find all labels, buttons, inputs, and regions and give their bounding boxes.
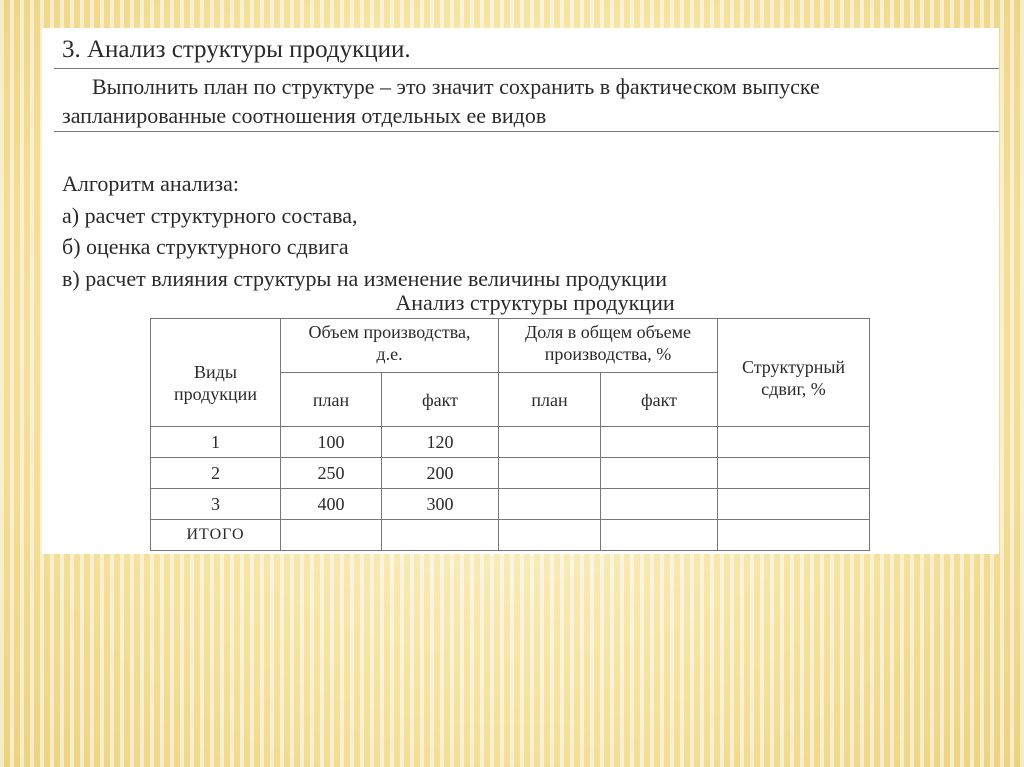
cell-share-plan — [499, 489, 601, 520]
cell-volume-fact: 120 — [382, 427, 499, 458]
cell-type-total: ИТОГО — [151, 520, 281, 551]
header-production-share — [499, 319, 718, 373]
header-production-volume-line-2: д.е. — [376, 344, 403, 364]
definition-line-2: запланированные соотношения отдельных ее видов — [62, 103, 547, 128]
table-header-row — [151, 319, 870, 373]
table-row — [151, 427, 870, 458]
cell-shift — [718, 489, 870, 520]
table-row — [151, 458, 870, 489]
cell-share-fact — [601, 427, 718, 458]
definition-box — [54, 68, 999, 132]
algorithm-item: в) расчет влияния структуры на изменение величины продукции — [62, 265, 667, 291]
subheader-share-plan: план — [499, 373, 601, 427]
cell-share-plan — [499, 458, 601, 489]
cell-type: 1 — [151, 427, 281, 458]
table-row — [151, 489, 870, 520]
subheader-volume-fact: факт — [382, 373, 499, 427]
section-heading: 3. Анализ структуры продукции. — [62, 36, 411, 63]
cell-volume-fact: 300 — [382, 489, 499, 520]
cell-volume-plan: 400 — [281, 489, 382, 520]
table-title: Анализ структуры продукции — [395, 290, 675, 315]
slide-content-panel — [42, 28, 999, 554]
structure-table — [150, 318, 870, 551]
header-product-types-line-1: Виды — [194, 361, 237, 382]
algorithm-item: б) оценка структурного сдвига — [62, 234, 349, 259]
cell-share-fact — [601, 520, 718, 551]
header-production-volume — [281, 319, 499, 373]
subheader-share-fact: факт — [601, 373, 718, 427]
cell-shift — [718, 520, 870, 551]
subheader-volume-plan: план — [281, 373, 382, 427]
header-product-types — [151, 319, 281, 427]
cell-shift — [718, 458, 870, 489]
header-structural-shift-line-2: сдвиг, % — [761, 378, 826, 399]
header-structural-shift-line-1: Структурный — [741, 356, 846, 377]
cell-type: 2 — [151, 458, 281, 489]
algorithm-title: Алгоритм анализа: — [62, 171, 239, 196]
header-production-volume-line-1: Объем производства, — [308, 322, 471, 342]
algorithm-list — [62, 168, 667, 294]
header-product-types-line-2: продукции — [174, 383, 257, 404]
cell-volume-plan: 100 — [281, 427, 382, 458]
header-production-share-line-1: Доля в общем объеме — [524, 322, 692, 342]
header-production-share-line-2: производства, % — [544, 344, 672, 364]
table-row-total — [151, 520, 870, 551]
cell-volume-fact: 200 — [382, 458, 499, 489]
cell-volume-plan: 250 — [281, 458, 382, 489]
cell-share-fact — [601, 489, 718, 520]
cell-volume-fact — [382, 520, 499, 551]
algorithm-item: а) расчет структурного состава, — [62, 202, 358, 228]
definition-line-1: Выполнить план по структуре – это значит сохранить в фактическом выпуске — [92, 74, 820, 99]
header-structural-shift — [718, 319, 870, 427]
cell-share-plan — [499, 427, 601, 458]
cell-share-plan — [499, 520, 601, 551]
cell-type: 3 — [151, 489, 281, 520]
cell-volume-plan — [281, 520, 382, 551]
cell-shift — [718, 427, 870, 458]
cell-share-fact — [601, 458, 718, 489]
